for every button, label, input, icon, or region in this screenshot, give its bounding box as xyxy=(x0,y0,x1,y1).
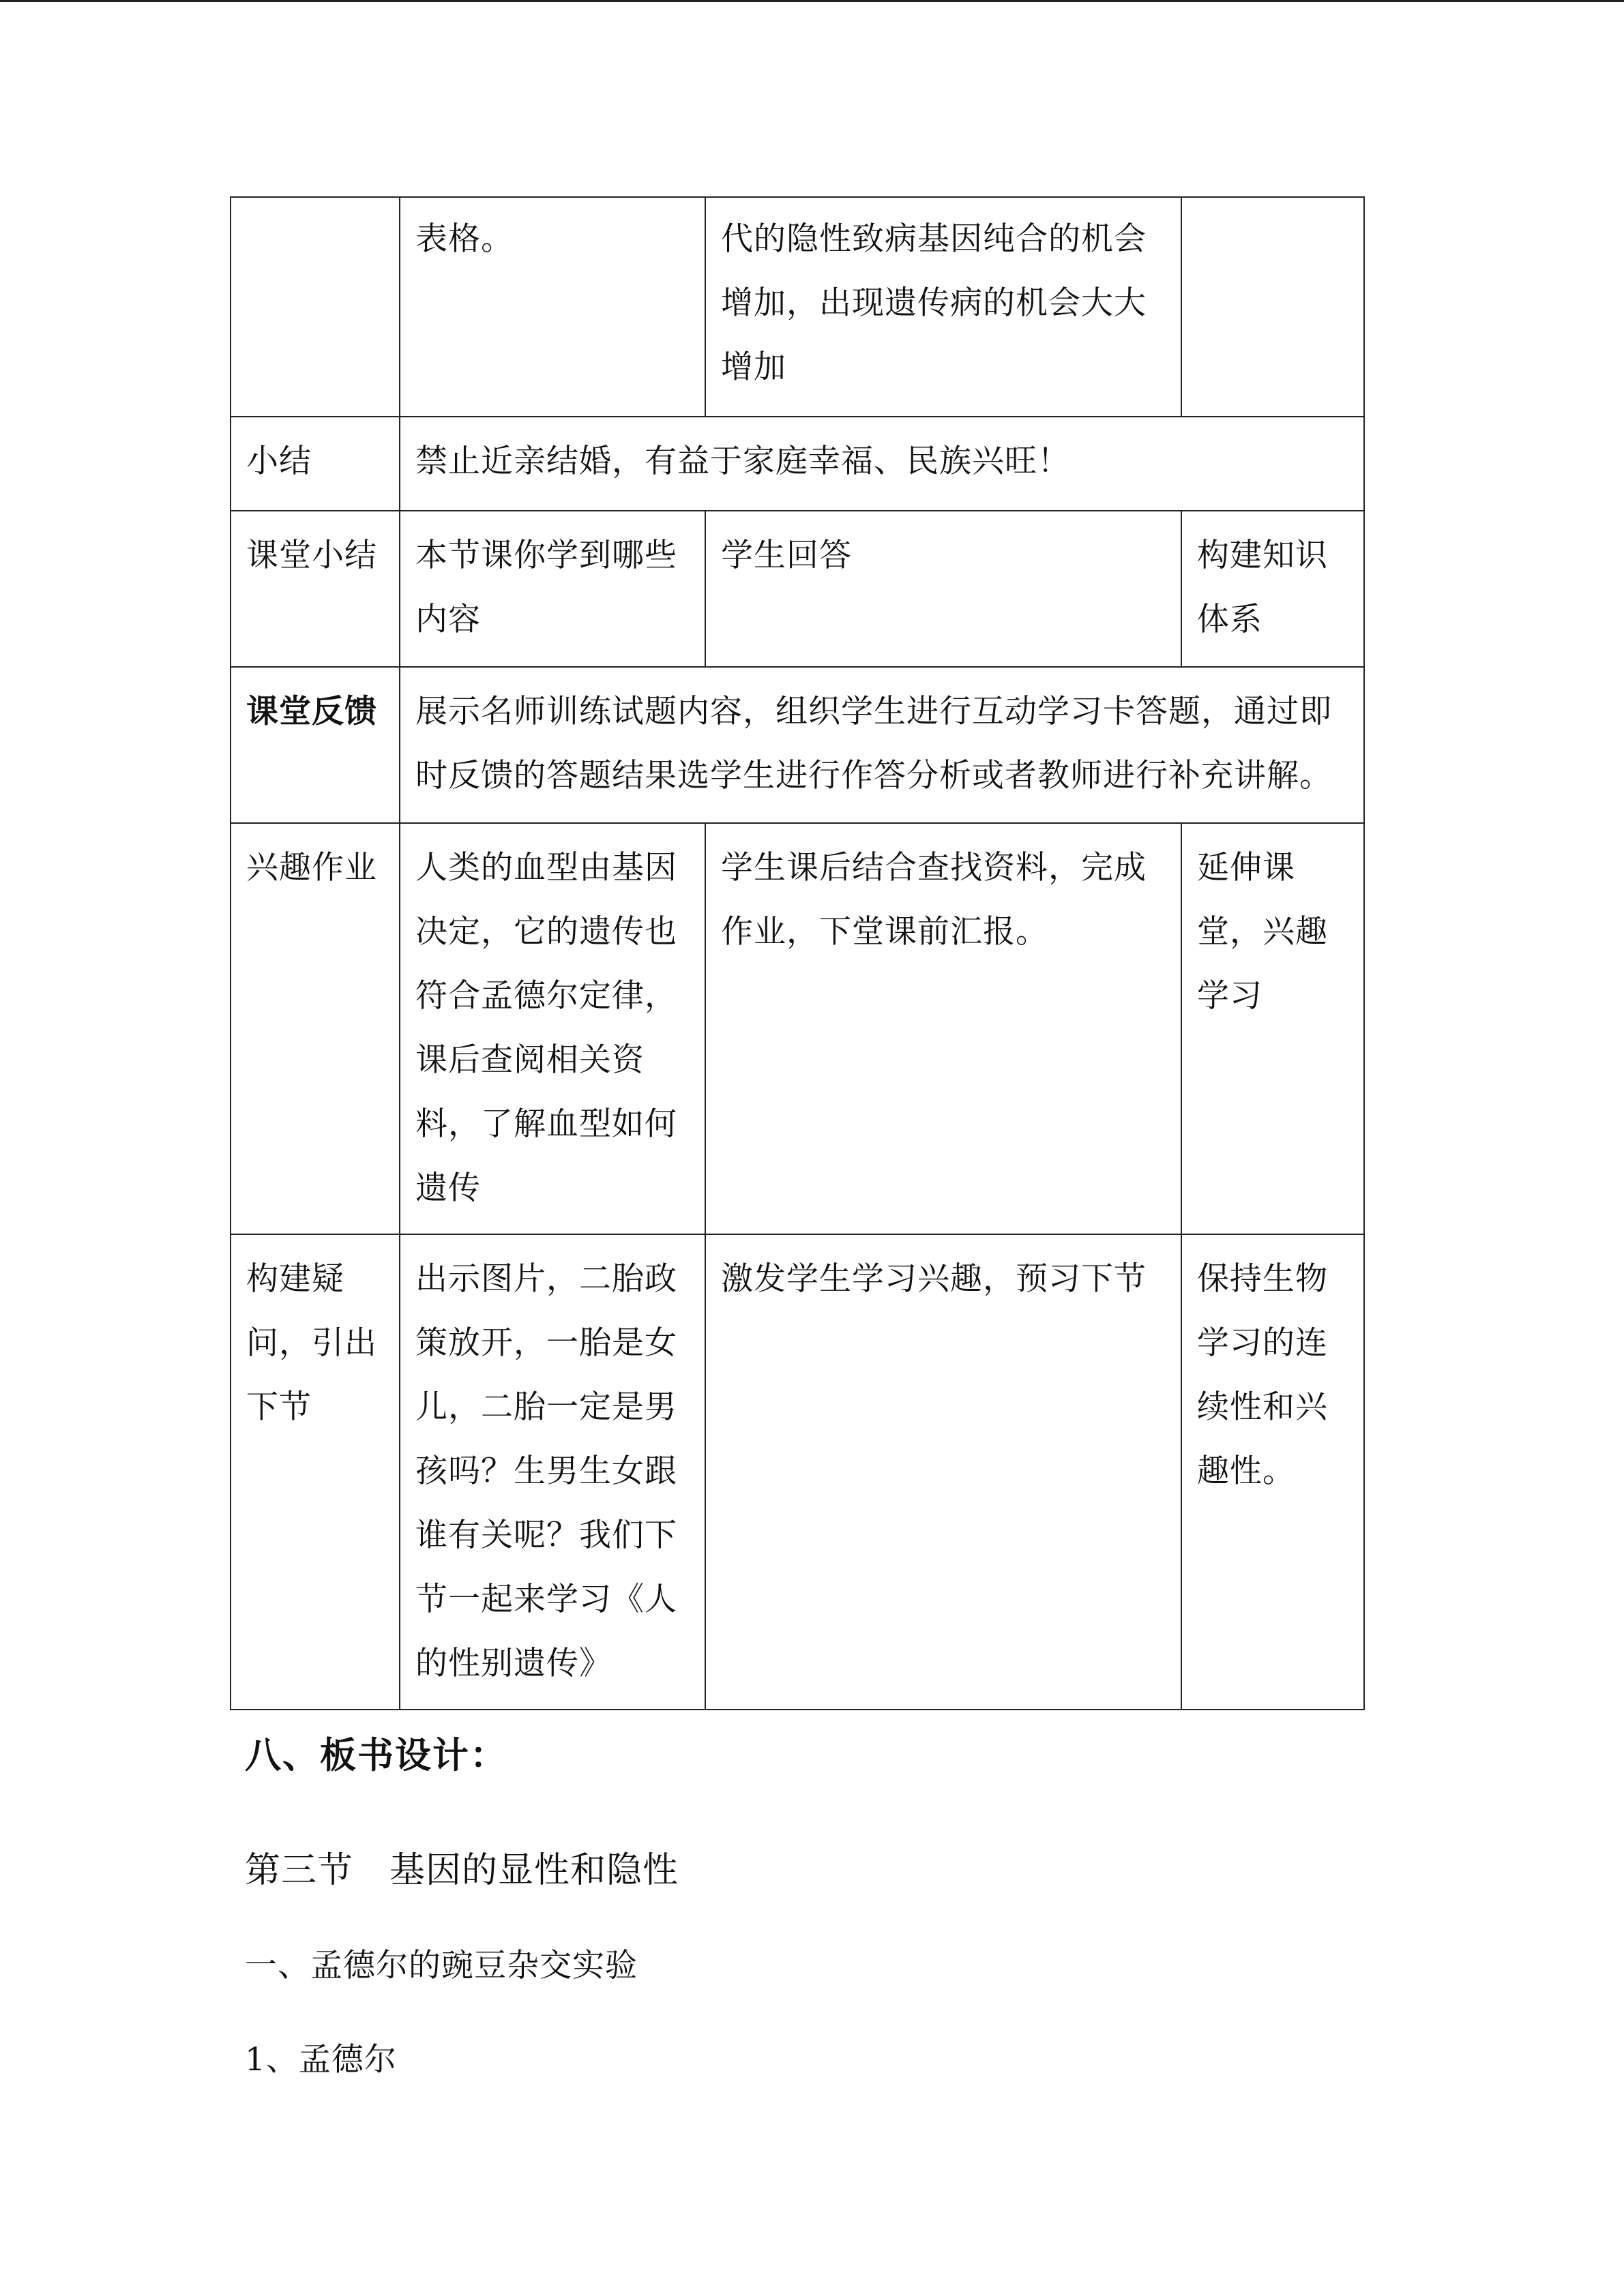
row-1-activity-cell: 表格。 xyxy=(400,197,705,417)
lesson-plan-table xyxy=(230,196,1365,1710)
section-heading: 八、板书设计： xyxy=(245,1734,507,1776)
row-1-label-cell xyxy=(231,197,400,417)
row-summary-label-cell: 小结 xyxy=(231,417,400,511)
row-homework-student-cell: 学生课后结合查找资料，完成作业，下堂课前汇报。 xyxy=(705,823,1181,1234)
board-line-2: 1、孟德尔 xyxy=(245,2041,397,2078)
table-row xyxy=(231,417,1364,511)
row-class-summary-activity-cell: 本节课你学到哪些内容 xyxy=(400,511,705,667)
board-line-1: 一、孟德尔的豌豆杂交实验 xyxy=(245,1947,638,1984)
page-top-border xyxy=(0,0,1624,2)
row-next-lesson-student-cell: 激发学生学习兴趣，预习下节 xyxy=(705,1234,1181,1710)
row-homework-purpose-cell: 延伸课堂，兴趣学习 xyxy=(1181,823,1364,1234)
table-row xyxy=(231,511,1364,667)
row-next-lesson-label-cell: 构建疑问，引出下节 xyxy=(231,1234,400,1710)
row-next-lesson-activity-cell: 出示图片，二胎政策放开，一胎是女儿，二胎一定是男孩吗？生男生女跟谁有关呢？我们下节一起来学习《人的性别遗传》 xyxy=(400,1234,705,1710)
row-feedback-content-cell: 展示名师训练试题内容，组织学生进行互动学习卡答题，通过即时反馈的答题结果选学生进行作答分析或者教师进行补充讲解。 xyxy=(400,667,1364,823)
row-1-student-cell: 代的隐性致病基因纯合的机会增加，出现遗传病的机会大大增加 xyxy=(705,197,1181,417)
row-class-summary-purpose-cell: 构建知识体系 xyxy=(1181,511,1364,667)
row-feedback-label-cell: 课堂反馈 xyxy=(231,667,400,823)
row-summary-content-cell: 禁止近亲结婚，有益于家庭幸福、民族兴旺！ xyxy=(400,417,1364,511)
table-row xyxy=(231,197,1364,417)
row-next-lesson-purpose-cell: 保持生物学习的连续性和兴趣性。 xyxy=(1181,1234,1364,1710)
row-homework-activity-cell: 人类的血型由基因决定，它的遗传也符合孟德尔定律，课后查阅相关资料，了解血型如何遗传 xyxy=(400,823,705,1234)
row-1-purpose-cell xyxy=(1181,197,1364,417)
table-row xyxy=(231,1234,1364,1710)
table-row xyxy=(231,823,1364,1234)
row-class-summary-student-cell: 学生回答 xyxy=(705,511,1181,667)
table-row xyxy=(231,667,1364,823)
row-class-summary-label-cell: 课堂小结 xyxy=(231,511,400,667)
board-title: 第三节 基因的显性和隐性 xyxy=(245,1850,679,1891)
row-homework-label-cell: 兴趣作业 xyxy=(231,823,400,1234)
